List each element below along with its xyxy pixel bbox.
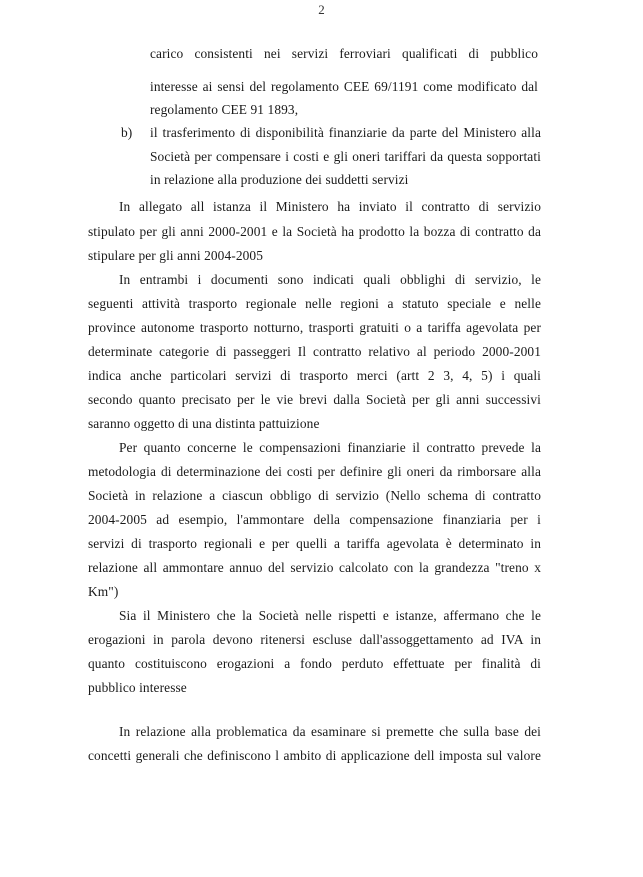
text-line: quanto costituiscono erogazioni a fondo perduto effettuate per finalità di — [88, 656, 541, 671]
text-line: relazione all ammontare annuo del servizio calcolato con la grandezza "treno x — [88, 560, 541, 575]
text-line: Società per compensare i costi e gli oneri tariffari da questa sopportati — [150, 149, 541, 164]
text-line: seguenti attività trasporto regionale nelle regioni a statuto speciale e nelle — [88, 296, 541, 311]
text-line: in relazione alla produzione dei suddetti servizi — [150, 172, 409, 187]
text-line: stipulare per gli anni 2004-2005 — [88, 248, 264, 263]
text-line: secondo quanto precisato per le vie brevi dalla Società per gli anni successivi — [88, 392, 541, 407]
text-line: Km") — [88, 584, 119, 599]
text-line: servizi di trasporto regionali e per quelli a tariffa agevolata è determinato in — [88, 536, 541, 551]
text-line: In relazione alla problematica da esaminare si premette che sulla base dei — [119, 724, 541, 739]
text-line: concetti generali che definiscono l ambito di applicazione dell imposta sul valore — [88, 748, 541, 763]
text-line: saranno oggetto di una distinta pattuizione — [88, 416, 320, 431]
text-line: il trasferimento di disponibilità finanziarie da parte del Ministero alla — [150, 125, 541, 140]
text-line: In allegato all istanza il Ministero ha inviato il contratto di servizio — [119, 199, 541, 214]
text-line: indica anche particolari servizi di trasporto merci (artt 2 3, 4, 5) i quali — [88, 368, 541, 383]
text-line: pubblico interesse — [88, 680, 187, 695]
text-line: erogazioni in parola devono ritenersi escluse dall'assoggettamento ad IVA in — [88, 632, 541, 647]
text-line: Per quanto concerne le compensazioni finanziarie il contratto prevede la — [119, 440, 541, 455]
page-number: 2 — [318, 2, 325, 17]
text-line: province autonome trasporto notturno, trasporti gratuiti o a tariffa agevolata per — [88, 320, 541, 335]
text-line: 2004-2005 ad esempio, l'ammontare della compensazione finanziaria per i — [88, 512, 541, 527]
text-line: Sia il Ministero che la Società nelle rispetti e istanze, affermano che le — [119, 608, 541, 623]
text-line: interesse ai sensi del regolamento CEE 69/1191 come modificato dal — [150, 79, 538, 94]
text-line: regolamento CEE 91 1893, — [150, 102, 299, 117]
text-line: carico consistenti nei servizi ferroviari qualificati di pubblico — [150, 46, 538, 61]
text-line: In entrambi i documenti sono indicati quali obblighi di servizio, le — [119, 272, 541, 287]
text-line: stipulato per gli anni 2000-2001 e la Società ha prodotto la bozza di contratto da — [88, 224, 541, 239]
text-line: determinate categorie di passeggeri Il contratto relativo al periodo 2000-2001 — [88, 344, 541, 359]
text-line: Società in relazione a ciascun obbligo di servizio (Nello schema di contratto — [88, 488, 541, 503]
text-line: metodologia di determinazione dei costi per definire gli oneri da rimborsare alla — [88, 464, 541, 479]
list-item-label: b) — [121, 125, 133, 140]
